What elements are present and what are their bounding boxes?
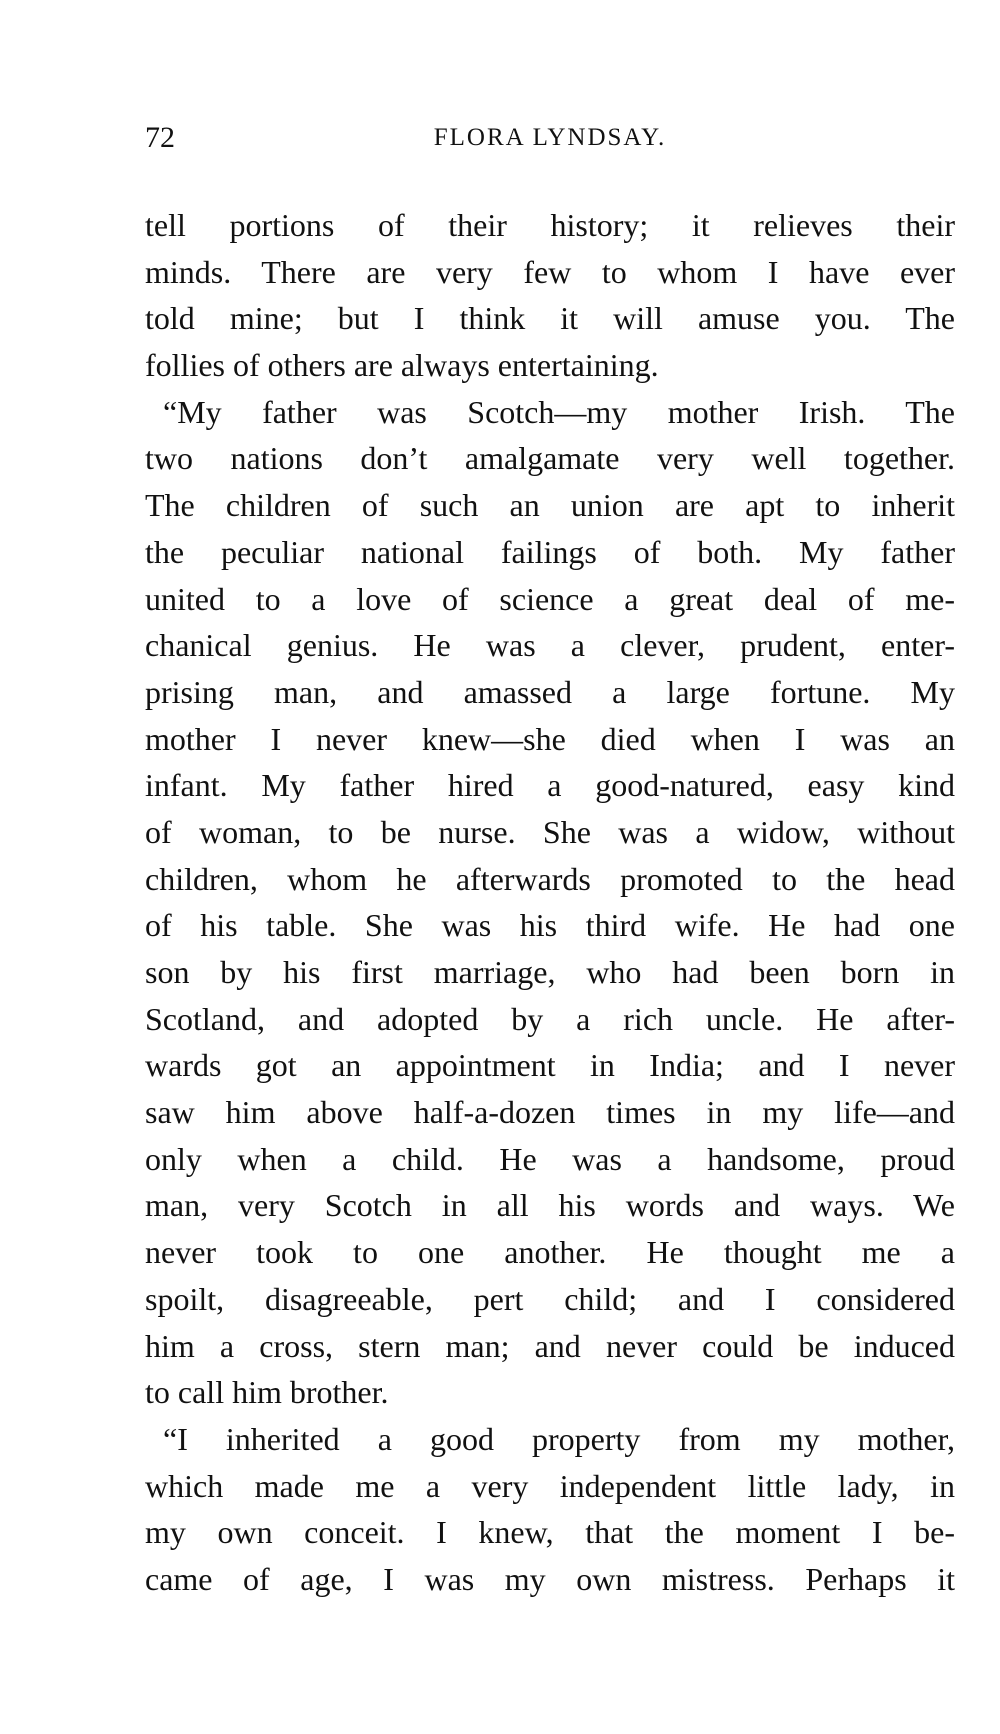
text-line: mother I never knew—she died when I was an: [145, 720, 955, 757]
text-line: of his table. She was his third wife. He had one: [145, 907, 955, 944]
text-line: united to a love of science a great deal of me-: [145, 580, 955, 617]
text-line: only when a child. He was a handsome, proud: [145, 1140, 955, 1177]
book-title: FLORA LYNDSAY.: [433, 124, 667, 151]
text-line: prising man, and amassed a large fortune. My: [145, 673, 955, 710]
text-line: wards got an appointment in India; and I never: [145, 1047, 955, 1084]
body-text: [145, 202, 955, 1603]
text-line: spoilt, disagreeable, pert child; and I considered: [145, 1280, 955, 1317]
text-line: my own conceit. I knew, that the moment I be-: [145, 1514, 955, 1551]
text-line: follies of others are always entertaining.: [145, 347, 659, 384]
text-line: told mine; but I think it will amuse you. The: [145, 300, 955, 337]
text-line: tell portions of their history; it relieves their: [145, 207, 955, 243]
text-line: minds. There are very few to whom I have ever: [145, 253, 955, 290]
text-line: “My father was Scotch—my mother Irish. The: [163, 393, 955, 430]
text-line: The children of such an union are apt to inherit: [145, 487, 955, 524]
running-head: [145, 118, 955, 158]
text-line: infant. My father hired a good-natured, easy kind: [145, 767, 955, 804]
paragraph: [145, 1416, 955, 1603]
text-line: “I inherited a good property from my mother,: [163, 1420, 955, 1457]
text-line: came of age, I was my own mistress. Perhaps it: [145, 1560, 955, 1597]
text-line: man, very Scotch in all his words and ways. We: [145, 1187, 955, 1224]
paragraph: [145, 202, 955, 389]
text-line: children, whom he afterwards promoted to the head: [145, 860, 955, 897]
paragraph: [145, 389, 955, 1416]
text-line: the peculiar national failings of both. My father: [145, 533, 955, 570]
text-line: him a cross, stern man; and never could be induced: [145, 1327, 955, 1364]
text-line: saw him above half-a-dozen times in my life—and: [145, 1094, 955, 1131]
text-line: to call him brother.: [145, 1374, 389, 1411]
text-line: which made me a very independent little lady, in: [145, 1467, 955, 1504]
page-number: 72: [145, 121, 175, 154]
text-line: of woman, to be nurse. She was a widow, without: [145, 813, 955, 850]
text-line: chanical genius. He was a clever, prudent, enter-: [145, 627, 955, 664]
text-line: Scotland, and adopted by a rich uncle. He after-: [145, 1000, 955, 1037]
text-line: never took to one another. He thought me a: [145, 1234, 955, 1271]
text-line: son by his first marriage, who had been born in: [145, 954, 955, 990]
text-line: two nations don’t amalgamate very well together.: [145, 440, 955, 477]
